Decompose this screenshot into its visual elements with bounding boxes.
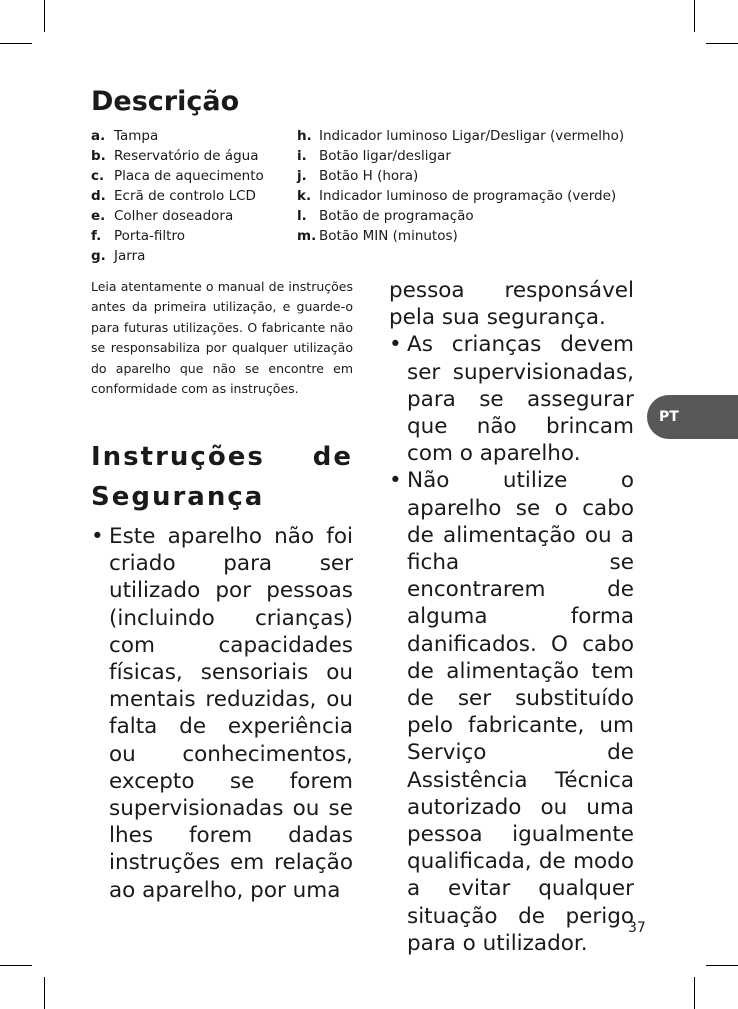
part-item [91,186,286,206]
bullet-icon: • [389,332,402,358]
part-label: Ecrã de controlo LCD [114,188,256,204]
part-label: Botão ligar/desligar [319,148,451,164]
part-item [297,226,642,246]
safety-item-text: Não utilize o aparelho se o cabo de alimentação ou a ficha se encontrarem de alguma forma danificados. O cabo de alimentação tem de ser substituído pelo fabricante, um Serviço de Assistência Técnica autorizado ou uma pessoa igualmente qualificada, de modo a evitar qualquer situação de perigo para o utilizador. [407,468,634,956]
intro-paragraph: Leia atentamente o manual de instruções antes da primeira utilização, e guarde-o para futuras utilizações. O fabricante não se responsabiliza por qualquer utilização do aparelho que não se encontre em conformidade com as instruções. [91,279,353,397]
part-letter: h. [297,128,312,144]
parts-list-right [297,126,642,246]
page-number: 37 [628,920,646,936]
part-letter: b. [91,148,106,164]
safety-item-continued: pessoa responsável pela sua segurança. [389,278,634,331]
part-label: Botão MIN (minutos) [319,228,458,244]
part-label: Colher doseadora [114,208,234,224]
bullet-icon: • [91,524,104,549]
part-item [297,186,642,206]
part-item [91,146,286,166]
part-item [297,126,642,146]
part-label: Placa de aquecimento [114,168,264,184]
part-letter: i. [297,148,307,164]
part-label: Jarra [114,248,146,264]
part-label: Botão de programação [319,208,474,224]
part-letter: c. [91,168,105,184]
part-label: Reservatório de água [114,148,259,164]
crop-mark [694,0,695,32]
list-item [389,331,634,467]
description-title: Descrição [91,86,240,117]
part-letter: j. [297,168,307,184]
part-label: Indicador luminoso Ligar/Desligar (vermelho) [319,128,625,144]
crop-mark [0,43,32,44]
part-letter: l. [297,208,307,224]
part-item [297,206,642,226]
part-item [91,206,286,226]
part-label: Porta-filtro [114,228,185,244]
bullet-icon: • [389,468,402,494]
part-item [91,166,286,186]
part-item [91,226,286,246]
part-letter: a. [91,128,106,144]
part-letter: e. [91,208,106,224]
safety-list-right [389,277,634,957]
list-item [389,467,634,957]
part-item [91,246,286,266]
crop-mark [0,965,32,966]
part-item [297,146,642,166]
part-item [297,166,642,186]
safety-list-left [91,523,353,904]
crop-mark [694,977,695,1009]
crop-mark [44,977,45,1009]
crop-mark [706,43,738,44]
part-label: Botão H (hora) [319,168,419,184]
part-letter: g. [91,248,106,264]
language-tab: PT [647,395,738,439]
part-letter: f. [91,228,102,244]
list-item [389,277,634,331]
parts-list-left [91,126,286,266]
safety-title: Instruções de Segurança [91,442,353,512]
part-label: Tampa [114,128,159,144]
part-label: Indicador luminoso de programação (verde) [319,188,617,204]
safety-item-text: Este aparelho não foi criado para ser utilizado por pessoas (incluindo crianças) com capacidades físicas, sensoriais ou mentais reduzidas, ou falta de experiência ou conhecimentos, excepto se forem supervisionadas ou se lhes forem dadas instruções em relação ao aparelho, por uma [109,524,353,903]
part-letter: d. [91,188,106,204]
part-letter: m. [297,228,317,244]
safety-item-text: As crianças devem ser supervisionadas, para se assegurar que não brincam com o aparelho. [407,332,634,467]
part-letter: k. [297,188,312,204]
list-item [91,523,353,904]
part-item [91,126,286,146]
crop-mark [706,965,738,966]
crop-mark [44,0,45,32]
